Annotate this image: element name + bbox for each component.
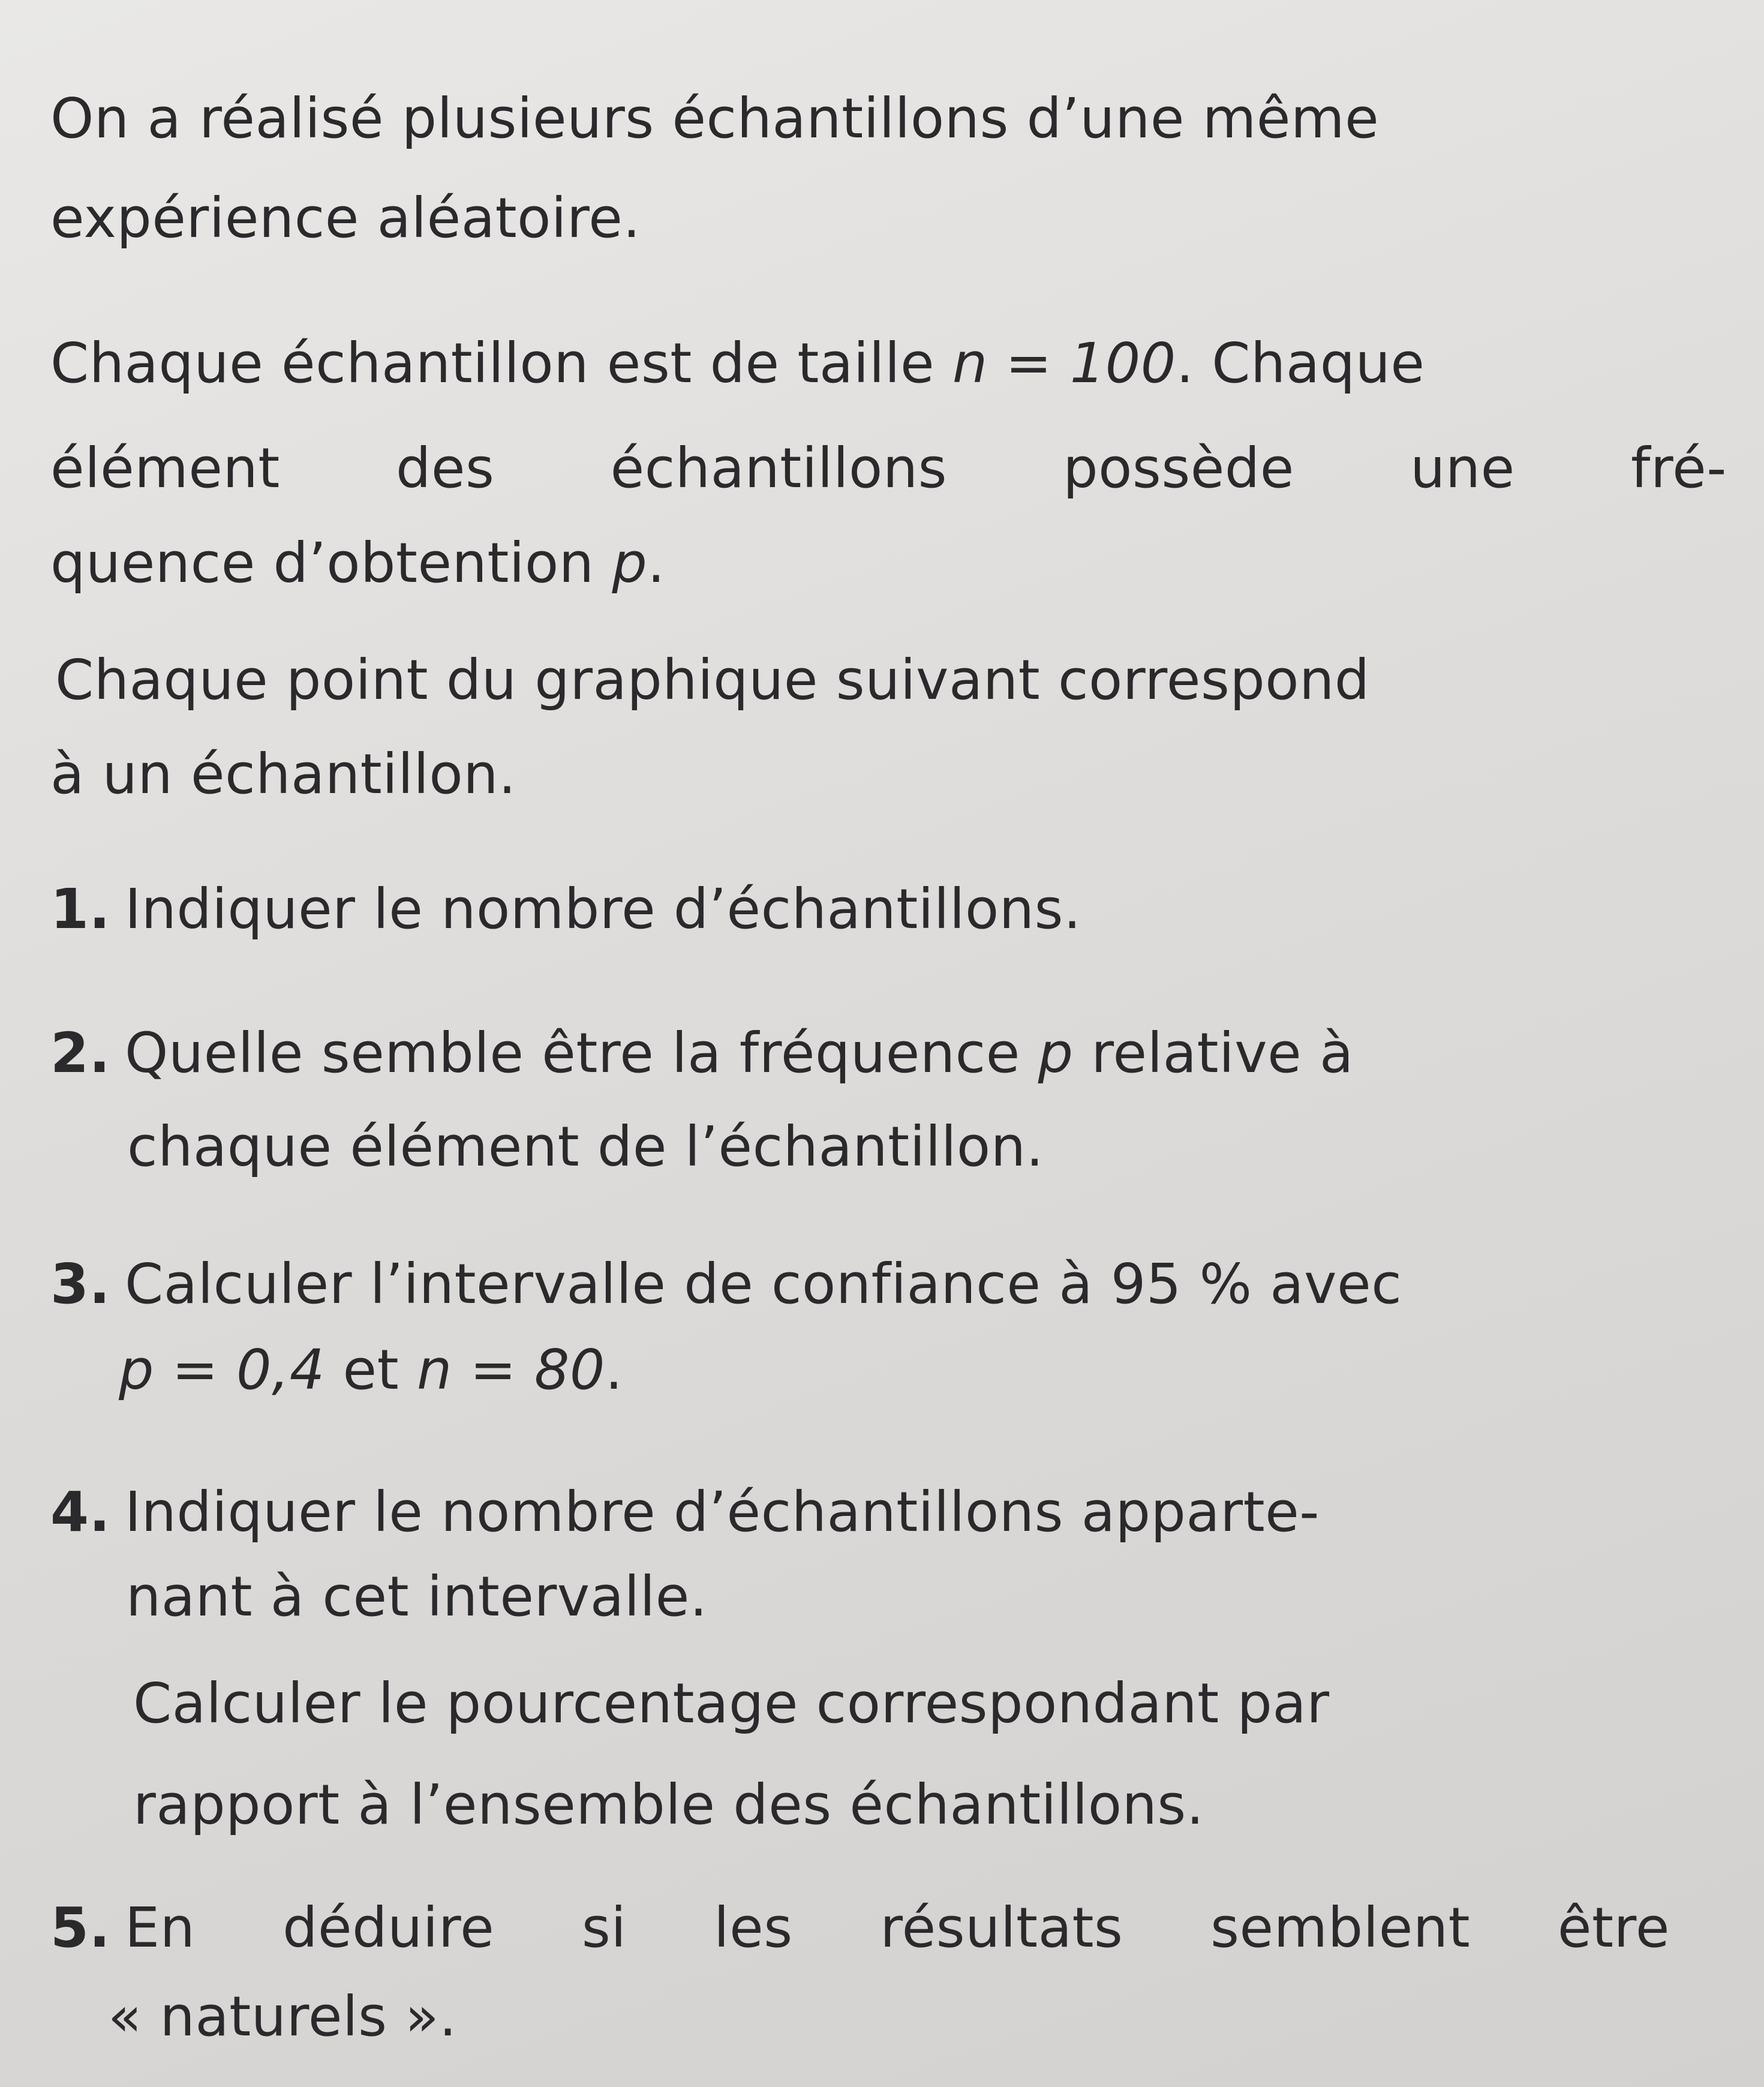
question-text: Indiquer le nombre d’échantillons apparte- [124, 1480, 1320, 1544]
question-text: et [324, 1338, 417, 1402]
intro-line-3-end: . Chaque [1176, 331, 1425, 395]
question-word: semblent [1210, 1896, 1471, 1960]
intro-line-6: Chaque point du graphique suivant correspond [55, 648, 1370, 712]
question-5-words [124, 1896, 1670, 1960]
question-word: les [714, 1896, 793, 1960]
question-2-line-2: chaque élément de l’échantillon. [127, 1115, 1044, 1179]
question-word: résultats [880, 1896, 1123, 1960]
intro-line-5 [50, 531, 665, 595]
question-word: déduire [283, 1896, 495, 1960]
probability-formula: p = 0,4 [119, 1338, 325, 1402]
intro-line-4 [50, 436, 1727, 500]
question-text: relative à [1073, 1021, 1354, 1085]
question-4-line-1 [50, 1480, 1320, 1544]
intro-line-7: à un échantillon. [50, 742, 516, 806]
question-1 [50, 877, 1081, 941]
intro-word: possède [1063, 436, 1294, 500]
intro-line-5-end: . [647, 531, 665, 595]
intro-word: des [396, 436, 495, 500]
question-5-line-2: « naturels ». [108, 1984, 457, 2049]
question-number: 2. [50, 1021, 110, 1085]
question-number: 5. [50, 1896, 110, 1960]
sample-size-formula: n = 80 [416, 1338, 605, 1402]
question-number: 4. [50, 1480, 110, 1544]
intro-line-3 [50, 331, 1425, 395]
question-4-line-2: nant à cet intervalle. [126, 1565, 708, 1629]
question-3-line-2 [119, 1338, 623, 1402]
frequency-symbol: p [1038, 1021, 1074, 1085]
intro-line-3-text: Chaque échantillon est de taille [50, 331, 952, 395]
sample-size-formula: n = 100 [952, 331, 1176, 395]
question-4-line-4: rapport à l’ensemble des échantillons. [133, 1773, 1204, 1837]
question-text: Quelle semble être la fréquence [124, 1021, 1038, 1085]
intro-word: échantillons [610, 436, 948, 500]
question-text: Indiquer le nombre d’échantillons. [124, 877, 1081, 941]
frequency-symbol: p [612, 531, 648, 595]
question-5-line-1 [50, 1896, 1670, 1960]
question-word: En [124, 1896, 196, 1960]
question-number: 1. [50, 877, 110, 941]
question-text: Calculer l’intervalle de confiance à 95 % avec [124, 1252, 1402, 1316]
intro-line-5-text: quence d’obtention [50, 531, 612, 595]
intro-line-2: expérience aléatoire. [50, 186, 641, 250]
intro-word: une [1410, 436, 1515, 500]
question-4-line-3: Calculer le pourcentage correspondant par [133, 1671, 1330, 1735]
question-word: être [1557, 1896, 1670, 1960]
intro-word: fré- [1630, 436, 1727, 500]
question-text: . [605, 1338, 623, 1402]
question-word: si [581, 1896, 627, 1960]
question-3-line-1 [50, 1252, 1402, 1316]
intro-word: élément [50, 436, 280, 500]
question-number: 3. [50, 1252, 110, 1316]
question-2-line-1 [50, 1021, 1354, 1085]
intro-line-1: On a réalisé plusieurs échantillons d’une même [50, 86, 1380, 151]
